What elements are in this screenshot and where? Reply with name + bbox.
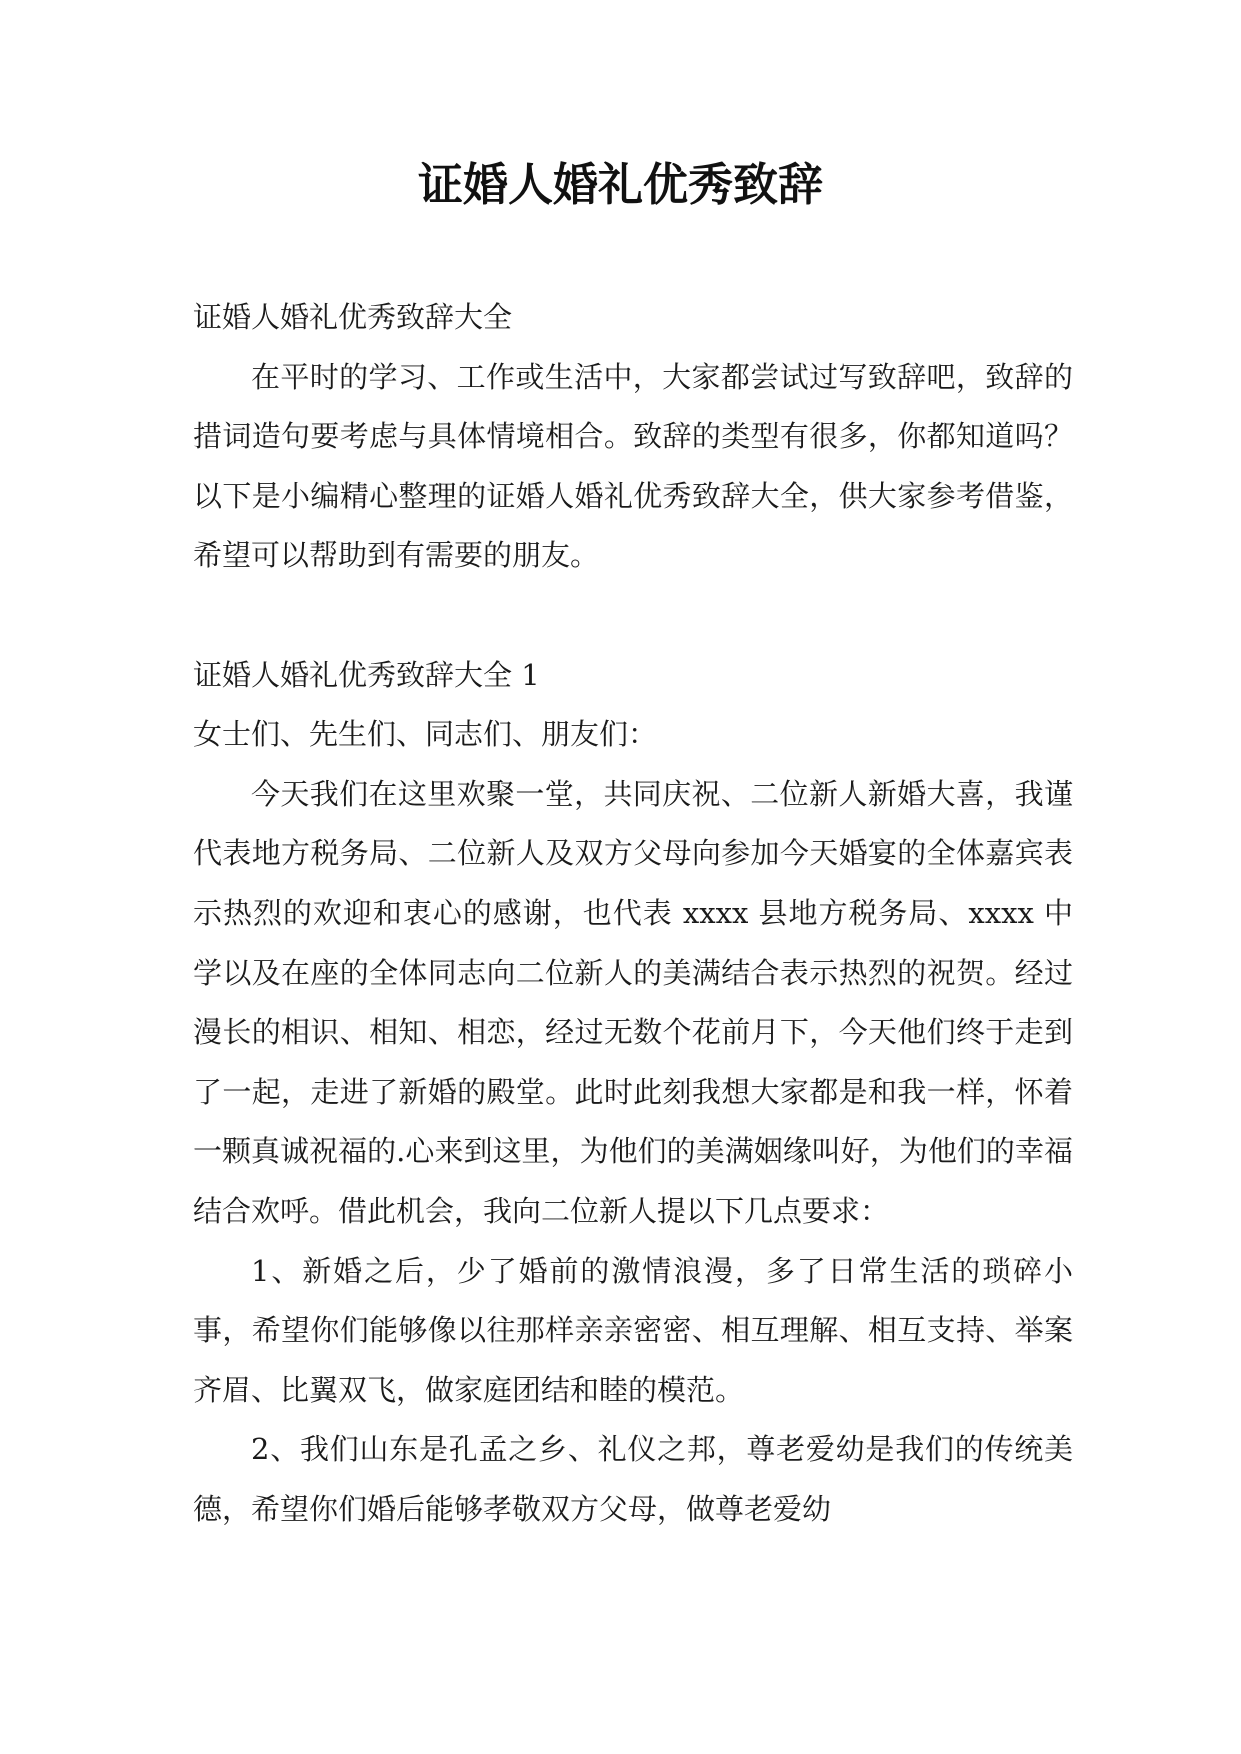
section-heading: 证婚人婚礼优秀致辞大全 1 xyxy=(193,657,540,692)
point-2-paragraph: 2、我们山东是孔孟之乡、礼仪之邦，尊老爱幼是我们的传统美德，希望你们婚后能够孝敬双方父母，做尊老爱幼 xyxy=(193,1432,1073,1526)
subtitle: 证婚人婚礼优秀致辞大全 xyxy=(193,300,513,334)
document-title: 证婚人婚礼优秀致辞 xyxy=(417,158,823,211)
body-paragraph-1: 今天我们在这里欢聚一堂，共同庆祝、二位新人新婚大喜，我谨代表地方税务局、二位新人及双方父母向参加今天婚宴的全体嘉宾表示热烈的欢迎和衷心的感谢，也代表 xxxx 县地方税务局、xxxx 中学以及在座的全体同志向二位新人的美满结合表示热烈的祝贺。经过漫长的相识、相知、相恋，经过无数个花前月下，今天他们终于走到了一起，走进了新婚的殿堂。此时此刻我想大家都是和我一样，怀着一颗真诚祝福的.心来到这里，为他们的美满姻缘叫好，为他们的幸福结合欢呼。借此机会，我向二位新人提以下几点要求： xyxy=(193,776,1073,1228)
salutation: 女士们、先生们、同志们、朋友们： xyxy=(193,717,658,752)
intro-paragraph: 在平时的学习、工作或生活中，大家都尝试过写致辞吧，致辞的措词造句要考虑与具体情境相合。致辞的类型有很多，你都知道吗？以下是小编精心整理的证婚人婚礼优秀致辞大全，供大家参考借鉴，希望可以帮助到有需要的朋友。 xyxy=(193,359,1073,573)
document-body xyxy=(193,288,1073,1539)
point-1-paragraph: 1、新婚之后，少了婚前的激情浪漫，多了日常生活的琐碎小事，希望你们能够像以往那样亲亲密密、相互理解、相互支持、举案齐眉、比翼双飞，做家庭团结和睦的模范。 xyxy=(193,1253,1073,1407)
